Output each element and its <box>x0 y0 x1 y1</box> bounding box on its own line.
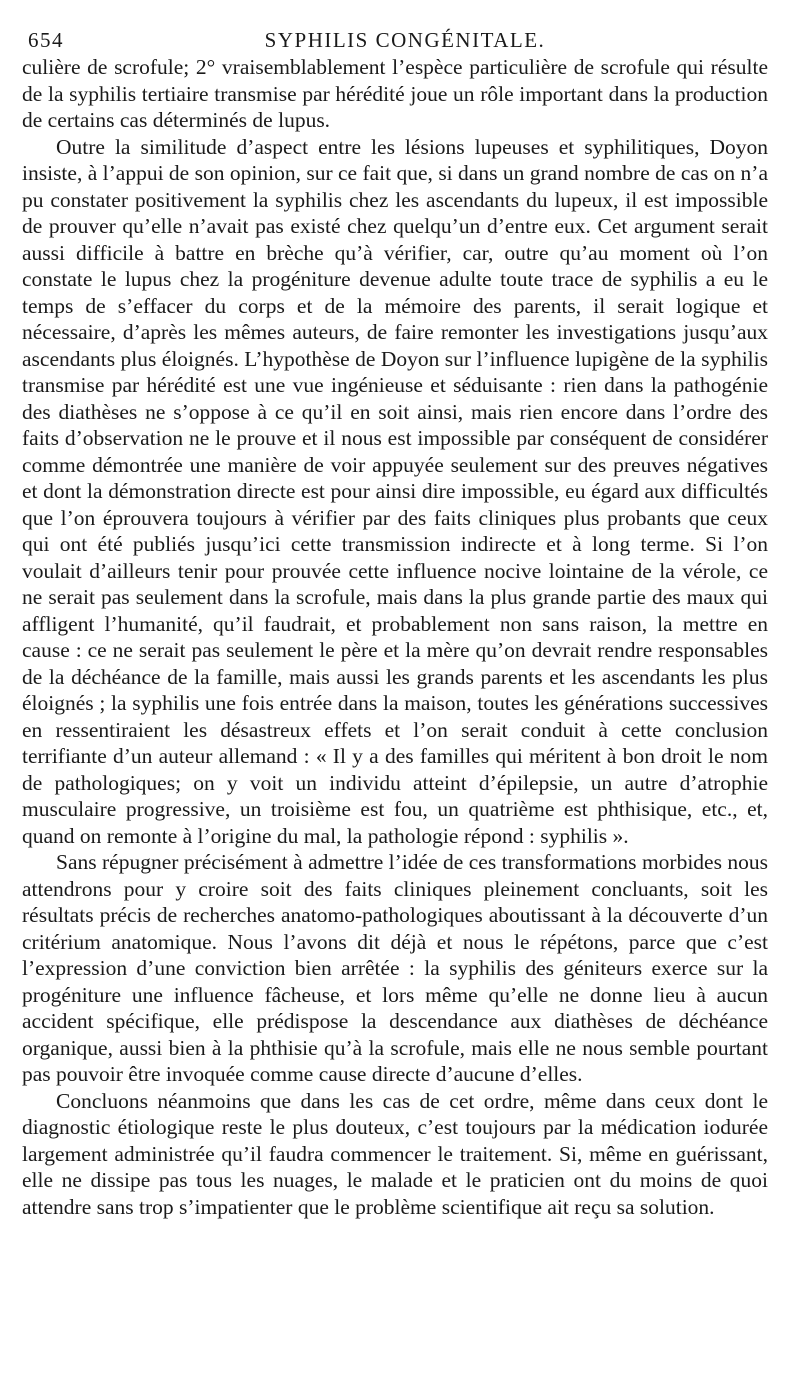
running-title: SYPHILIS CONGÉNITALE. <box>264 28 546 52</box>
book-page <box>22 20 768 1220</box>
paragraph-conclusion: Concluons néanmoins que dans les cas de cet ordre, même dans ceux dont le diagnostic étiologique reste le plus douteux, c’est toujours par la médication iodurée largement administrée qu’il faudra commencer le traitement. Si, même en guérissant, elle ne dissipe pas tous les nuages, le malade et le praticien ont du moins de quoi attendre sans trop s’impatienter que le problème scientifique ait reçu sa solution. <box>22 1088 768 1219</box>
running-header <box>22 20 768 54</box>
paragraph-continued: culière de scrofule; 2° vraisemblablement l’espèce particulière de scrofule qui résulte de la syphilis tertiaire transmise par hérédité joue un rôle important dans la production de certains cas déterminés de lupus. <box>22 55 768 132</box>
page-number: 654 <box>28 28 64 52</box>
body-text <box>22 54 768 1220</box>
paragraph-doyon-hypothesis: Outre la similitude d’aspect entre les lésions lupeuses et syphilitiques, Doyon insiste, à l’appui de son opinion, sur ce fait que, si dans un grand nombre de cas on n’a pu constater positivement la syphilis chez les ascendants du lupeux, il est impossible de prouver qu’elle n’avait pas existé chez quelqu’un d’entre eux. Cet argument serait aussi difficile à battre en brèche qu’à vérifier, car, outre qu’au moment où l’on constate le lupus chez la progéniture devenue adulte toute trace de syphilis a eu le temps de s’effacer du corps et de la mémoire des parents, il serait logique et nécessaire, d’après les mêmes auteurs, de faire remonter les investigations jusqu’aux ascendants plus éloignés. L’hypothèse de Doyon sur l’influence lupigène de la syphilis transmise par hérédité est une vue ingénieuse et séduisante : rien dans la pathogénie des diathèses ne s’oppose à ce qu’il en soit ainsi, mais rien encore dans l’ordre des faits d’observation ne le prouve et il nous est impossible par conséquent de considérer comme démontrée une manière de voir appuyée seulement sur des preuves négatives et dont la démonstration directe est pour ainsi dire impossible, eu égard aux difficultés que l’on éprouvera toujours à vérifier par des faits cliniques plus probants que ceux qui ont été publiés jusqu’ici cette transmission indirecte et à long terme. Si l’on voulait d’ailleurs tenir pour prouvée cette influence nocive lointaine de la vérole, ce ne serait pas seulement dans la scrofule, mais dans la plus grande partie des maux qui affligent l’humanité, qu’il faudrait, et probablement non sans raison, la mettre en cause : ce ne serait pas seulement le père et la mère qu’on devrait rendre responsables de la déchéance de la famille, mais aussi les grands parents et les ascendants les plus éloignés ; la syphilis une fois entrée dans la maison, toutes les générations successives en ressentiraient les désastreux effets et l’on serait conduit à cette conclusion terrifiante d’un auteur allemand : « Il y a des familles qui méritent à bon droit le nom de pathologiques; on y voit un individu atteint d’épilepsie, un autre d’atrophie musculaire progressive, un troisième est fou, un quatrième est phthisique, etc., et, quand on remonte à l’origine du mal, la pathologie répond : syphilis ». <box>22 134 768 848</box>
paragraph-morbid-transformations: Sans répugner précisément à admettre l’idée de ces transformations morbides nous attendrons pour y croire soit des faits cliniques pleinement concluants, soit les résultats précis de recherches anatomo-pathologiques aboutissant à la découverte d’un critérium anatomique. Nous l’avons dit déjà et nous le répétons, parce que c’est l’expression d’une conviction bien arrêtée : la syphilis des géniteurs exerce sur la progéniture une influence fâcheuse, et lors même qu’elle ne donne lieu à aucun accident spécifique, elle prédispose la descendance aux diathèses de déchéance organique, aussi bien à la phthisie qu’à la scrofule, mais elle ne nous semble pourtant pas pouvoir être invoquée comme cause directe d’aucune d’elles. <box>22 850 768 1086</box>
